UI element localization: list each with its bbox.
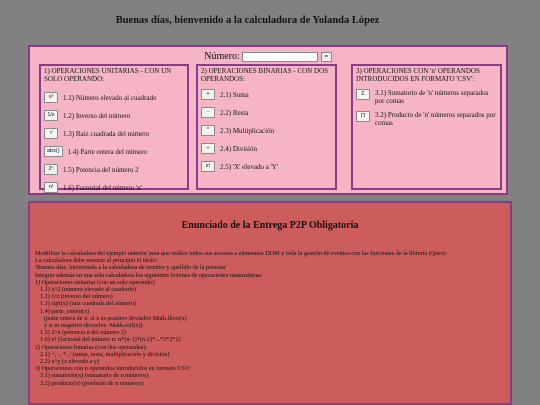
op-label: 1.3) Raiz cuadrada del número	[63, 129, 150, 138]
panel-heading: 2) OPERACIONES BINARIAS - CON DOS OPERANDOS:	[201, 67, 328, 83]
equals-button[interactable]: =	[321, 52, 332, 62]
op-row-add	[201, 89, 332, 100]
product-button[interactable]: Π	[356, 111, 370, 122]
op-row-integer-part	[44, 146, 184, 157]
calculator	[28, 45, 508, 195]
body-line: 3) Operaciones con n operandos introducidos en formato CSV:	[35, 365, 191, 373]
body-line: La calculadora debe mostrar al principio el titulo:	[35, 257, 158, 265]
square-button[interactable]: x²	[44, 92, 58, 103]
op-row-subtract	[201, 107, 332, 118]
body-line: 1.2) 1/x (inverso del número)	[40, 293, 113, 301]
integer-part-button[interactable]: abs()	[44, 146, 63, 157]
power-of-two-button[interactable]: 2ⁿ	[44, 164, 58, 175]
op-row-power-of-two	[44, 164, 184, 175]
body-line: Modificar la calculadora del ejemplo anterior para que realice todos sus accesos a elementos DOM y toda la gestión de eventos con las funciones de la librería jQuery.	[35, 250, 447, 257]
subtract-button[interactable]: -	[201, 107, 215, 118]
op-row-sum	[356, 89, 497, 105]
op-label: 2.2) Resta	[220, 108, 249, 117]
body-line: (parte entera de x: si x es positivo devuelve Math.floor(x)	[44, 314, 187, 322]
number-input[interactable]	[242, 52, 318, 62]
sqrt-button[interactable]: √	[44, 128, 58, 139]
multiply-button[interactable]: *	[201, 125, 215, 136]
add-button[interactable]: +	[201, 89, 215, 100]
panel-heading: 3) OPERACIONES CON 'n' OPERANDOS INTRODUCIDOS EN FORMATO 'CSV':	[356, 67, 480, 83]
op-row-product	[356, 111, 497, 127]
op-label: 1.2) Inverso del número	[63, 111, 131, 120]
body-line: 3.2) producto(x) (producto de n números)	[40, 379, 144, 387]
unary-operations-panel	[39, 64, 189, 190]
body-line: 1.3) sqrt(x) (raiz cuadrada del número)	[40, 300, 137, 308]
csv-operations-panel	[351, 64, 502, 190]
body-line: 2.1) +, -, *, / (suma, resta, multiplicación y división)	[40, 350, 170, 358]
body-line: 1.1) x^2 (número elevado al cuadrado)	[40, 286, 137, 294]
op-row-divide	[201, 143, 332, 154]
op-label: 1.6) Factorial del número 'n'	[63, 183, 142, 192]
body-line: 1) Operaciones unitarias (con un solo operando):	[35, 278, 156, 286]
op-label: 3.1) Sumatorio de 'n' números separados por comas	[375, 89, 489, 105]
factorial-button[interactable]: n!	[44, 182, 58, 193]
panel-heading: 1) OPERACIONES UNITARIAS - CON UN SOLO OPERANDO:	[44, 67, 172, 83]
op-label: 2.1) Suma	[220, 90, 249, 99]
op-row-sqrt	[44, 128, 184, 139]
op-label: 2.5) 'X' elevado a 'Y'	[220, 162, 279, 171]
number-row	[30, 51, 506, 62]
op-row-inverse	[44, 110, 184, 121]
op-label: 2.4) División	[220, 144, 257, 153]
body-line: Integrar además en una sola calculadora los siguientes botones de operaciones matemáticas:	[35, 271, 263, 279]
inverse-button[interactable]: 1/x	[44, 110, 58, 121]
op-label: 1.1) Número elevado al cuadrado	[63, 93, 157, 102]
sum-button[interactable]: Σ	[356, 89, 370, 100]
op-row-factorial	[44, 182, 184, 193]
assignment-heading: Enunciado de la Entrega P2P Obligatoria	[181, 220, 359, 231]
binary-operations-panel	[196, 64, 337, 190]
op-label: 1.5) Potencia del número 2	[63, 165, 139, 174]
op-label: 3.2) Producto de 'n' números separados por comas	[375, 111, 496, 127]
assignment-body	[35, 250, 505, 387]
body-line: 3.1) sumatorio(x) (sumatorio de n números)	[40, 372, 149, 380]
body-line: 'Buenos días, bienvenido a la calculadora de nombre y apellido de la persona'	[35, 264, 227, 272]
body-line: 2.2) x^y (x elevado a y)	[40, 358, 99, 366]
body-line: 1.5) 2^n (potencia n del número 2)	[40, 329, 126, 337]
body-line: 1.4) parte_entera(x)	[40, 307, 90, 315]
op-row-multiply	[201, 125, 332, 136]
page-title: Buenas días, bienvenido a la calculadora de Yolanda López	[115, 15, 380, 26]
body-line: 2) Operaciones binarias (con dos operandos):	[35, 343, 148, 351]
op-row-square	[44, 92, 184, 103]
body-line: 1.6) n! (factorial del número n: n*(n-1)*(n-2)*...*3*2*1)	[40, 336, 181, 344]
op-row-power	[201, 161, 332, 172]
assignment-statement	[28, 201, 512, 405]
op-label: 2.3) Multiplicación	[220, 126, 275, 135]
number-label: Número:	[204, 51, 240, 62]
divide-button[interactable]: ÷	[201, 143, 215, 154]
power-button[interactable]: xʸ	[201, 161, 215, 172]
body-line: y si es negativo devuelve -Math.ceil(x))	[44, 322, 143, 330]
op-label: 1.4) Parte entera del número	[67, 147, 148, 156]
